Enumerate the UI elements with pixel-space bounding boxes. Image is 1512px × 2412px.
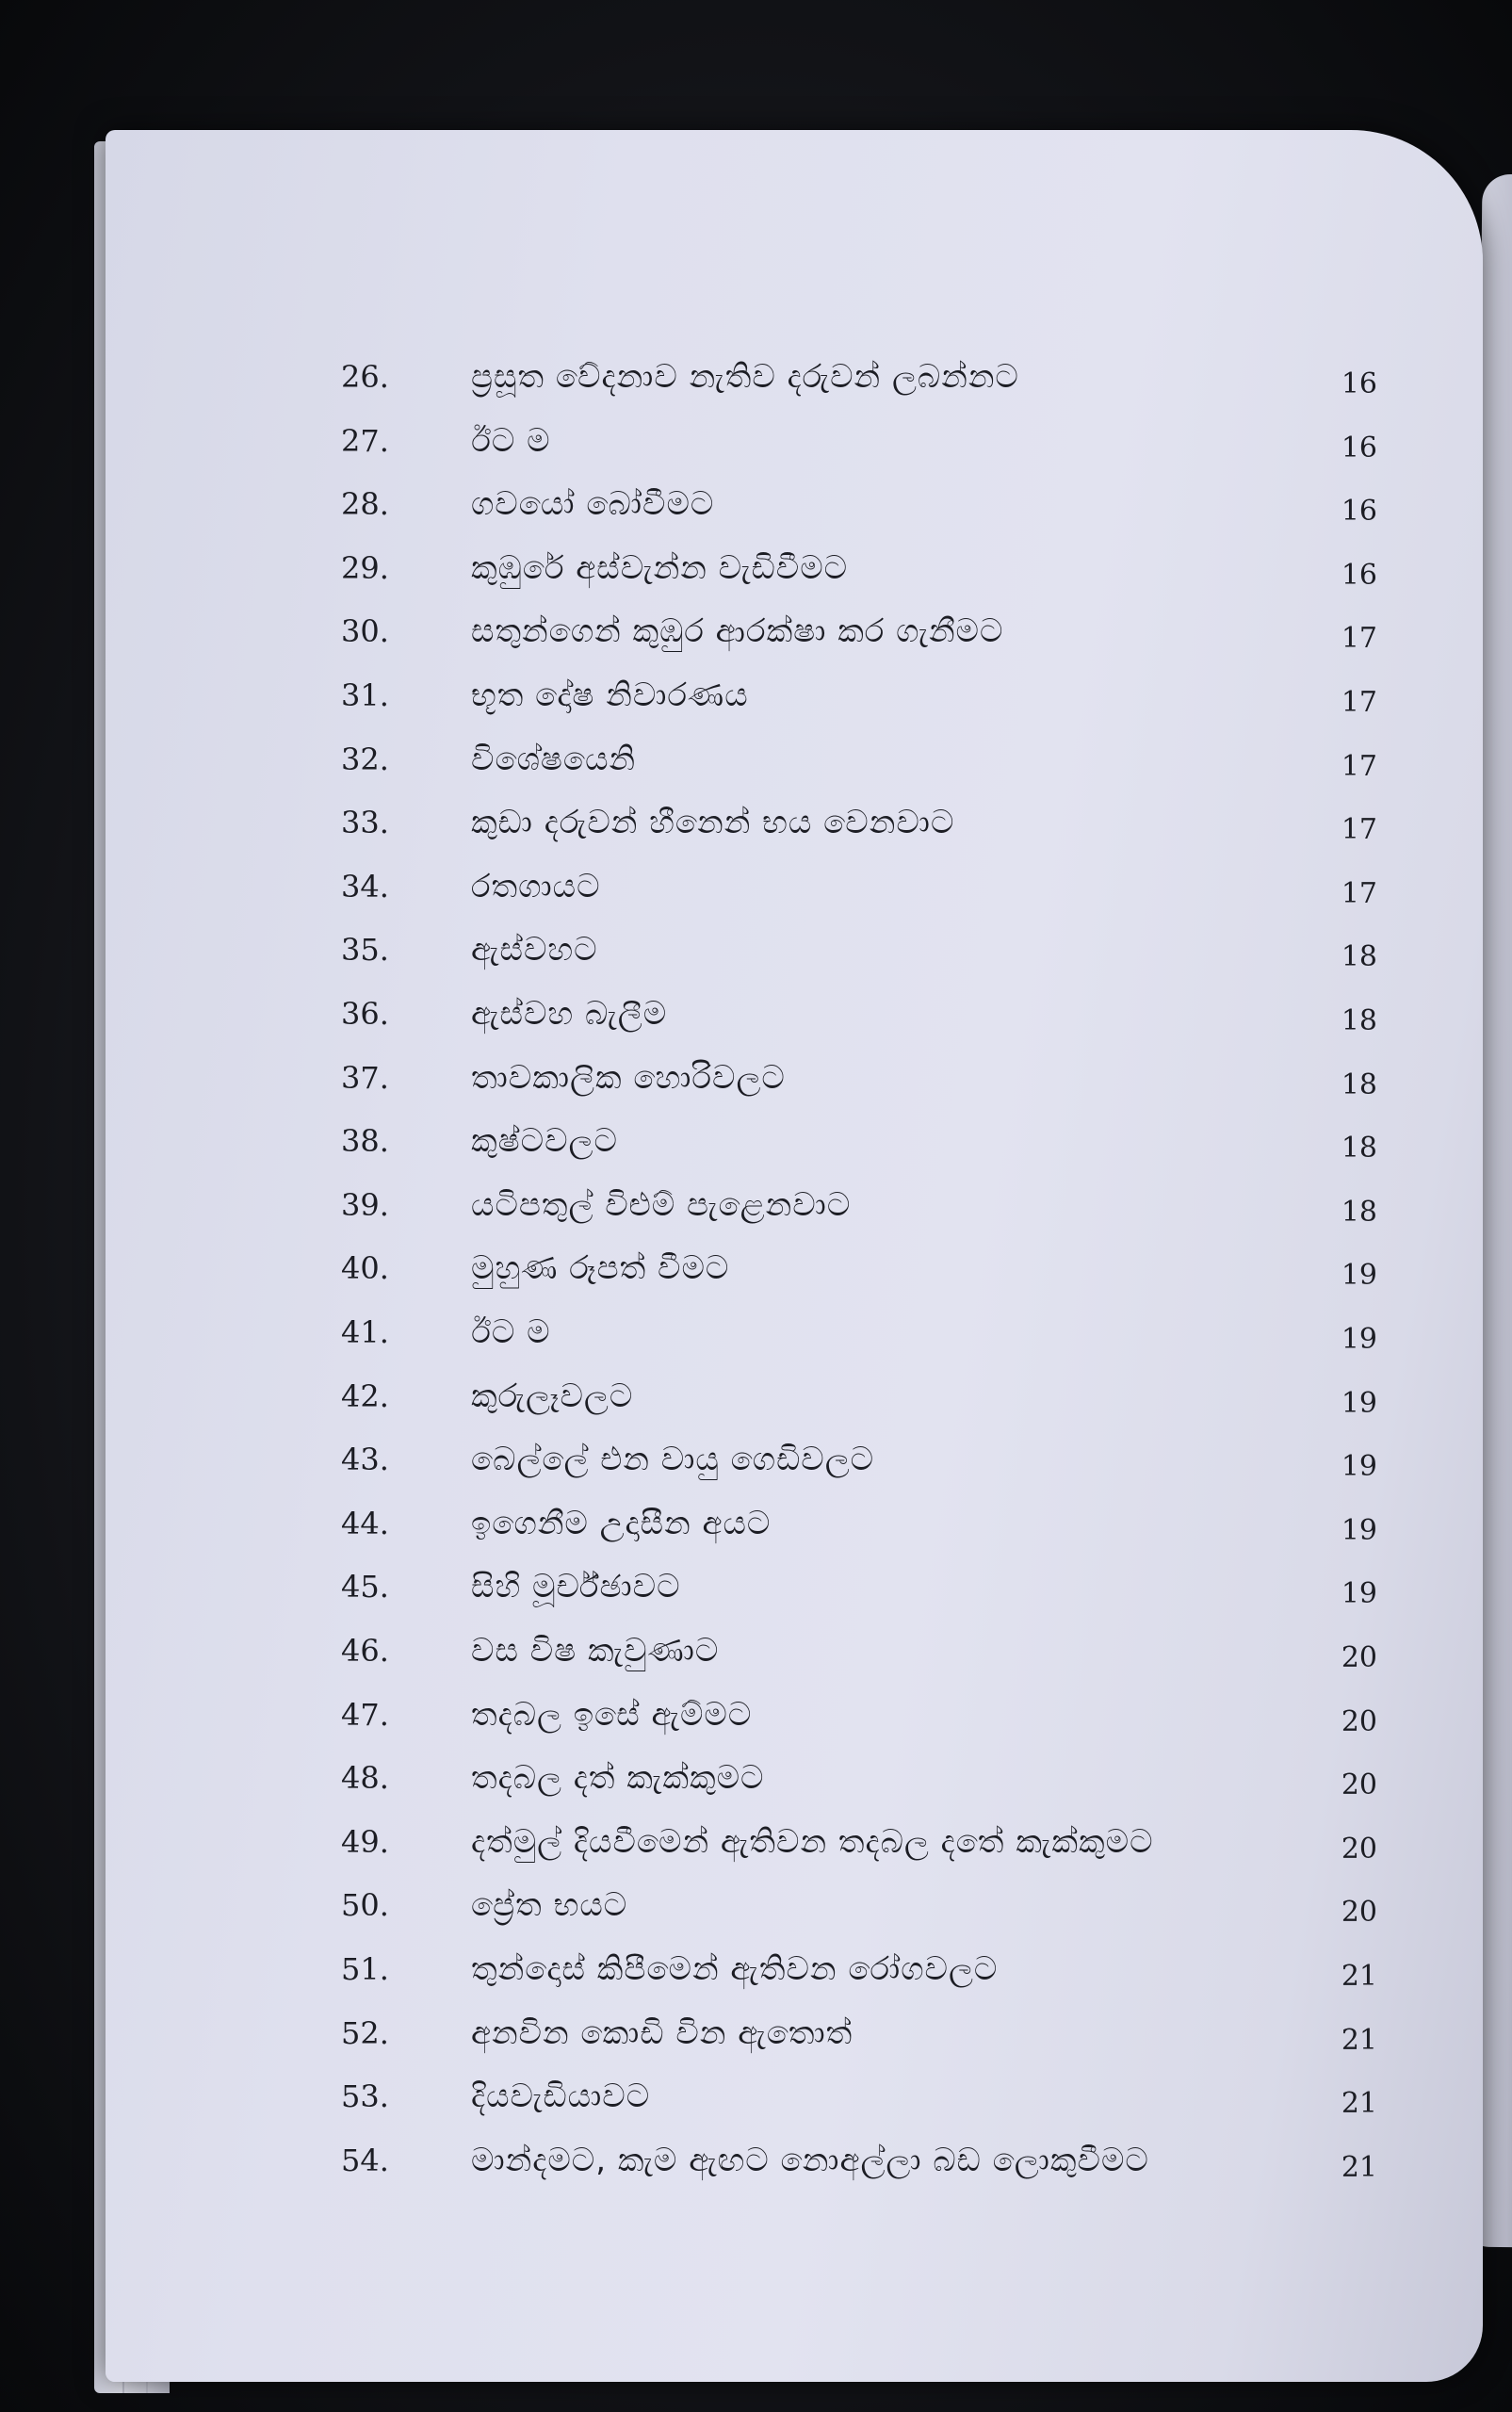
toc-entry-number: 29.	[341, 549, 389, 586]
toc-entry	[106, 1304, 1483, 1361]
toc-entry-page: 21	[1341, 2023, 1377, 2057]
toc-entry	[106, 476, 1483, 532]
toc-entry-number: 49.	[341, 1823, 389, 1860]
toc-entry-title: ඊට ම	[471, 421, 551, 460]
toc-entry-number: 42.	[341, 1377, 389, 1414]
toc-entry-title: ඇස්වහට	[471, 931, 598, 970]
toc-entry-page: 20	[1341, 1641, 1377, 1674]
toc-entry-title: දත්මුල් දියවීමෙන් ඇතිවන තදබල දතේ කැක්කුමට	[471, 1822, 1154, 1861]
toc-entry	[106, 1750, 1483, 1806]
toc-entry-page: 21	[1341, 1960, 1377, 1993]
toc-entry-number: 45.	[341, 1569, 389, 1605]
toc-entry-number: 36.	[341, 996, 389, 1032]
toc-entry-number: 41.	[341, 1314, 389, 1350]
toc-entry-title: යටිපතුල් විළුම් පැළෙනවාට	[471, 1185, 852, 1224]
toc-entry-number: 35.	[341, 932, 389, 969]
toc-entry-page: 19	[1341, 1513, 1377, 1547]
toc-entry	[106, 1877, 1483, 1933]
toc-entry-title: මාන්දමට, කැම ඇඟට නොඅල්ලා බඩ ලොකුවීමට	[471, 2141, 1149, 2179]
toc-entry-title: ඇස්වහ බැලීම	[471, 995, 668, 1033]
toc-entry	[106, 794, 1483, 851]
toc-entry	[106, 540, 1483, 596]
toc-entry-title: භූත දෝෂ නිවාරණය	[471, 676, 749, 714]
toc-entry-number: 46.	[341, 1633, 389, 1669]
toc-entry-title: සිහි මූර්ච්ඡාවට	[471, 1568, 681, 1606]
toc-entry-page: 19	[1341, 1259, 1377, 1293]
toc-entry-page: 18	[1341, 1195, 1377, 1229]
toc-entry-title: තාවකාලික හොරිවලට	[471, 1058, 786, 1097]
toc-entry-page: 20	[1341, 1768, 1377, 1802]
toc-entry-page: 18	[1341, 940, 1377, 974]
toc-entry-page: 19	[1341, 1577, 1377, 1611]
toc-entry-number: 50.	[341, 1887, 389, 1924]
toc-entry-title: ප්‍රසූත වේදනාව නැතිව දරුවන් ලබන්නට	[471, 358, 1019, 396]
toc-entry-title: සතුන්ගෙන් කුඹුර ආරක්ෂා කර ගැනීමට	[471, 612, 1004, 651]
toc-entry-number: 38.	[341, 1123, 389, 1160]
toc-entry	[106, 2005, 1483, 2062]
toc-entry-page: 21	[1341, 2087, 1377, 2121]
toc-entry-page: 18	[1341, 1067, 1377, 1101]
toc-entry-title: තදබල ඉසේ ඇම්මට	[471, 1695, 753, 1734]
toc-entry	[106, 1050, 1483, 1106]
toc-entry-title: අනවින කොඩි වින ඇතොත්	[471, 2013, 854, 2052]
toc-entry-title: රතගායට	[471, 867, 601, 905]
table-of-contents	[106, 130, 1483, 2382]
toc-entry-page: 17	[1341, 686, 1377, 719]
toc-entry-number: 53.	[341, 2078, 389, 2115]
toc-entry-title: තුන්දොස් කිපීමෙන් ඇතිවන රෝගවලට	[471, 1950, 999, 1988]
toc-entry	[106, 858, 1483, 915]
toc-entry-title: ඊට ම	[471, 1313, 551, 1351]
toc-entry	[106, 667, 1483, 724]
toc-entry-title: ගවයෝ බෝවීමට	[471, 485, 715, 524]
toc-entry	[106, 1177, 1483, 1233]
toc-entry	[106, 1941, 1483, 1997]
toc-entry-number: 43.	[341, 1442, 389, 1478]
toc-entry	[106, 1558, 1483, 1615]
book-page	[106, 130, 1483, 2382]
toc-entry-page: 17	[1341, 622, 1377, 656]
toc-entry-page: 16	[1341, 495, 1377, 529]
toc-entry	[106, 1113, 1483, 1169]
toc-entry-number: 26.	[341, 359, 389, 395]
toc-entry	[106, 1687, 1483, 1743]
toc-entry-page: 20	[1341, 1704, 1377, 1738]
toc-entry	[106, 413, 1483, 469]
toc-entry-page: 16	[1341, 558, 1377, 592]
toc-entry-title: කුඩා දරුවන් හීනෙන් භය වෙනවාට	[471, 804, 955, 842]
toc-entry-number: 48.	[341, 1760, 389, 1797]
toc-entry-page: 19	[1341, 1323, 1377, 1356]
toc-entry	[106, 986, 1483, 1042]
toc-entry-number: 30.	[341, 613, 389, 650]
toc-entry-number: 51.	[341, 1951, 389, 1987]
toc-entry-page: 19	[1341, 1386, 1377, 1420]
toc-entry-number: 31.	[341, 677, 389, 713]
toc-entry-title: මුහුණ රූපත් වීමට	[471, 1249, 730, 1288]
toc-entry-title: තදබල දත් කැක්කුමට	[471, 1759, 765, 1798]
toc-entry-page: 17	[1341, 876, 1377, 910]
toc-entry-title: ඉගෙනීම උදාසීන අයට	[471, 1504, 772, 1542]
toc-entry-number: 40.	[341, 1250, 389, 1287]
toc-entry-number: 27.	[341, 422, 389, 459]
toc-entry-number: 37.	[341, 1059, 389, 1096]
toc-entry-page: 18	[1341, 1132, 1377, 1165]
toc-entry-title: වස විෂ කැවුණාට	[471, 1632, 720, 1670]
toc-entry	[106, 1431, 1483, 1488]
toc-entry	[106, 603, 1483, 660]
toc-entry-title: කුෂ්ටවලට	[471, 1122, 618, 1161]
toc-entry-title: විශේෂයෙනි	[471, 740, 637, 778]
toc-entry	[106, 1368, 1483, 1425]
toc-entry-title: ප්‍රේත භයට	[471, 1886, 628, 1925]
toc-entry-page: 20	[1341, 1896, 1377, 1930]
toc-entry-page: 16	[1341, 367, 1377, 400]
toc-entry-page: 18	[1341, 1004, 1377, 1037]
toc-entry-title: දියවැඩියාවට	[471, 2078, 651, 2116]
toc-entry-number: 54.	[341, 2142, 389, 2178]
toc-entry-number: 32.	[341, 741, 389, 777]
toc-entry	[106, 731, 1483, 788]
toc-entry-page: 16	[1341, 431, 1377, 464]
toc-entry-number: 33.	[341, 805, 389, 841]
toc-entry-number: 52.	[341, 2014, 389, 2051]
toc-entry	[106, 2068, 1483, 2125]
toc-entry	[106, 349, 1483, 405]
toc-entry	[106, 1240, 1483, 1296]
toc-entry-number: 44.	[341, 1505, 389, 1541]
toc-entry-title: කුරුලෑවලට	[471, 1377, 634, 1415]
toc-entry-number: 47.	[341, 1696, 389, 1733]
toc-entry-number: 39.	[341, 1186, 389, 1223]
toc-entry	[106, 1814, 1483, 1870]
toc-entry	[106, 1622, 1483, 1679]
toc-entry-page: 19	[1341, 1450, 1377, 1484]
toc-entry	[106, 921, 1483, 978]
toc-entry	[106, 2132, 1483, 2189]
toc-entry-page: 17	[1341, 749, 1377, 783]
toc-entry-page: 20	[1341, 1832, 1377, 1866]
toc-entry-number: 34.	[341, 868, 389, 904]
toc-entry-title: කුඹුරේ අස්වැන්න වැඩිවීමට	[471, 548, 849, 587]
toc-entry-page: 17	[1341, 813, 1377, 847]
toc-entry-title: බෙල්ලේ එන වායු ගෙඩිවලට	[471, 1441, 875, 1479]
toc-entry-number: 28.	[341, 486, 389, 523]
toc-entry-page: 21	[1341, 2150, 1377, 2184]
toc-entry	[106, 1495, 1483, 1552]
